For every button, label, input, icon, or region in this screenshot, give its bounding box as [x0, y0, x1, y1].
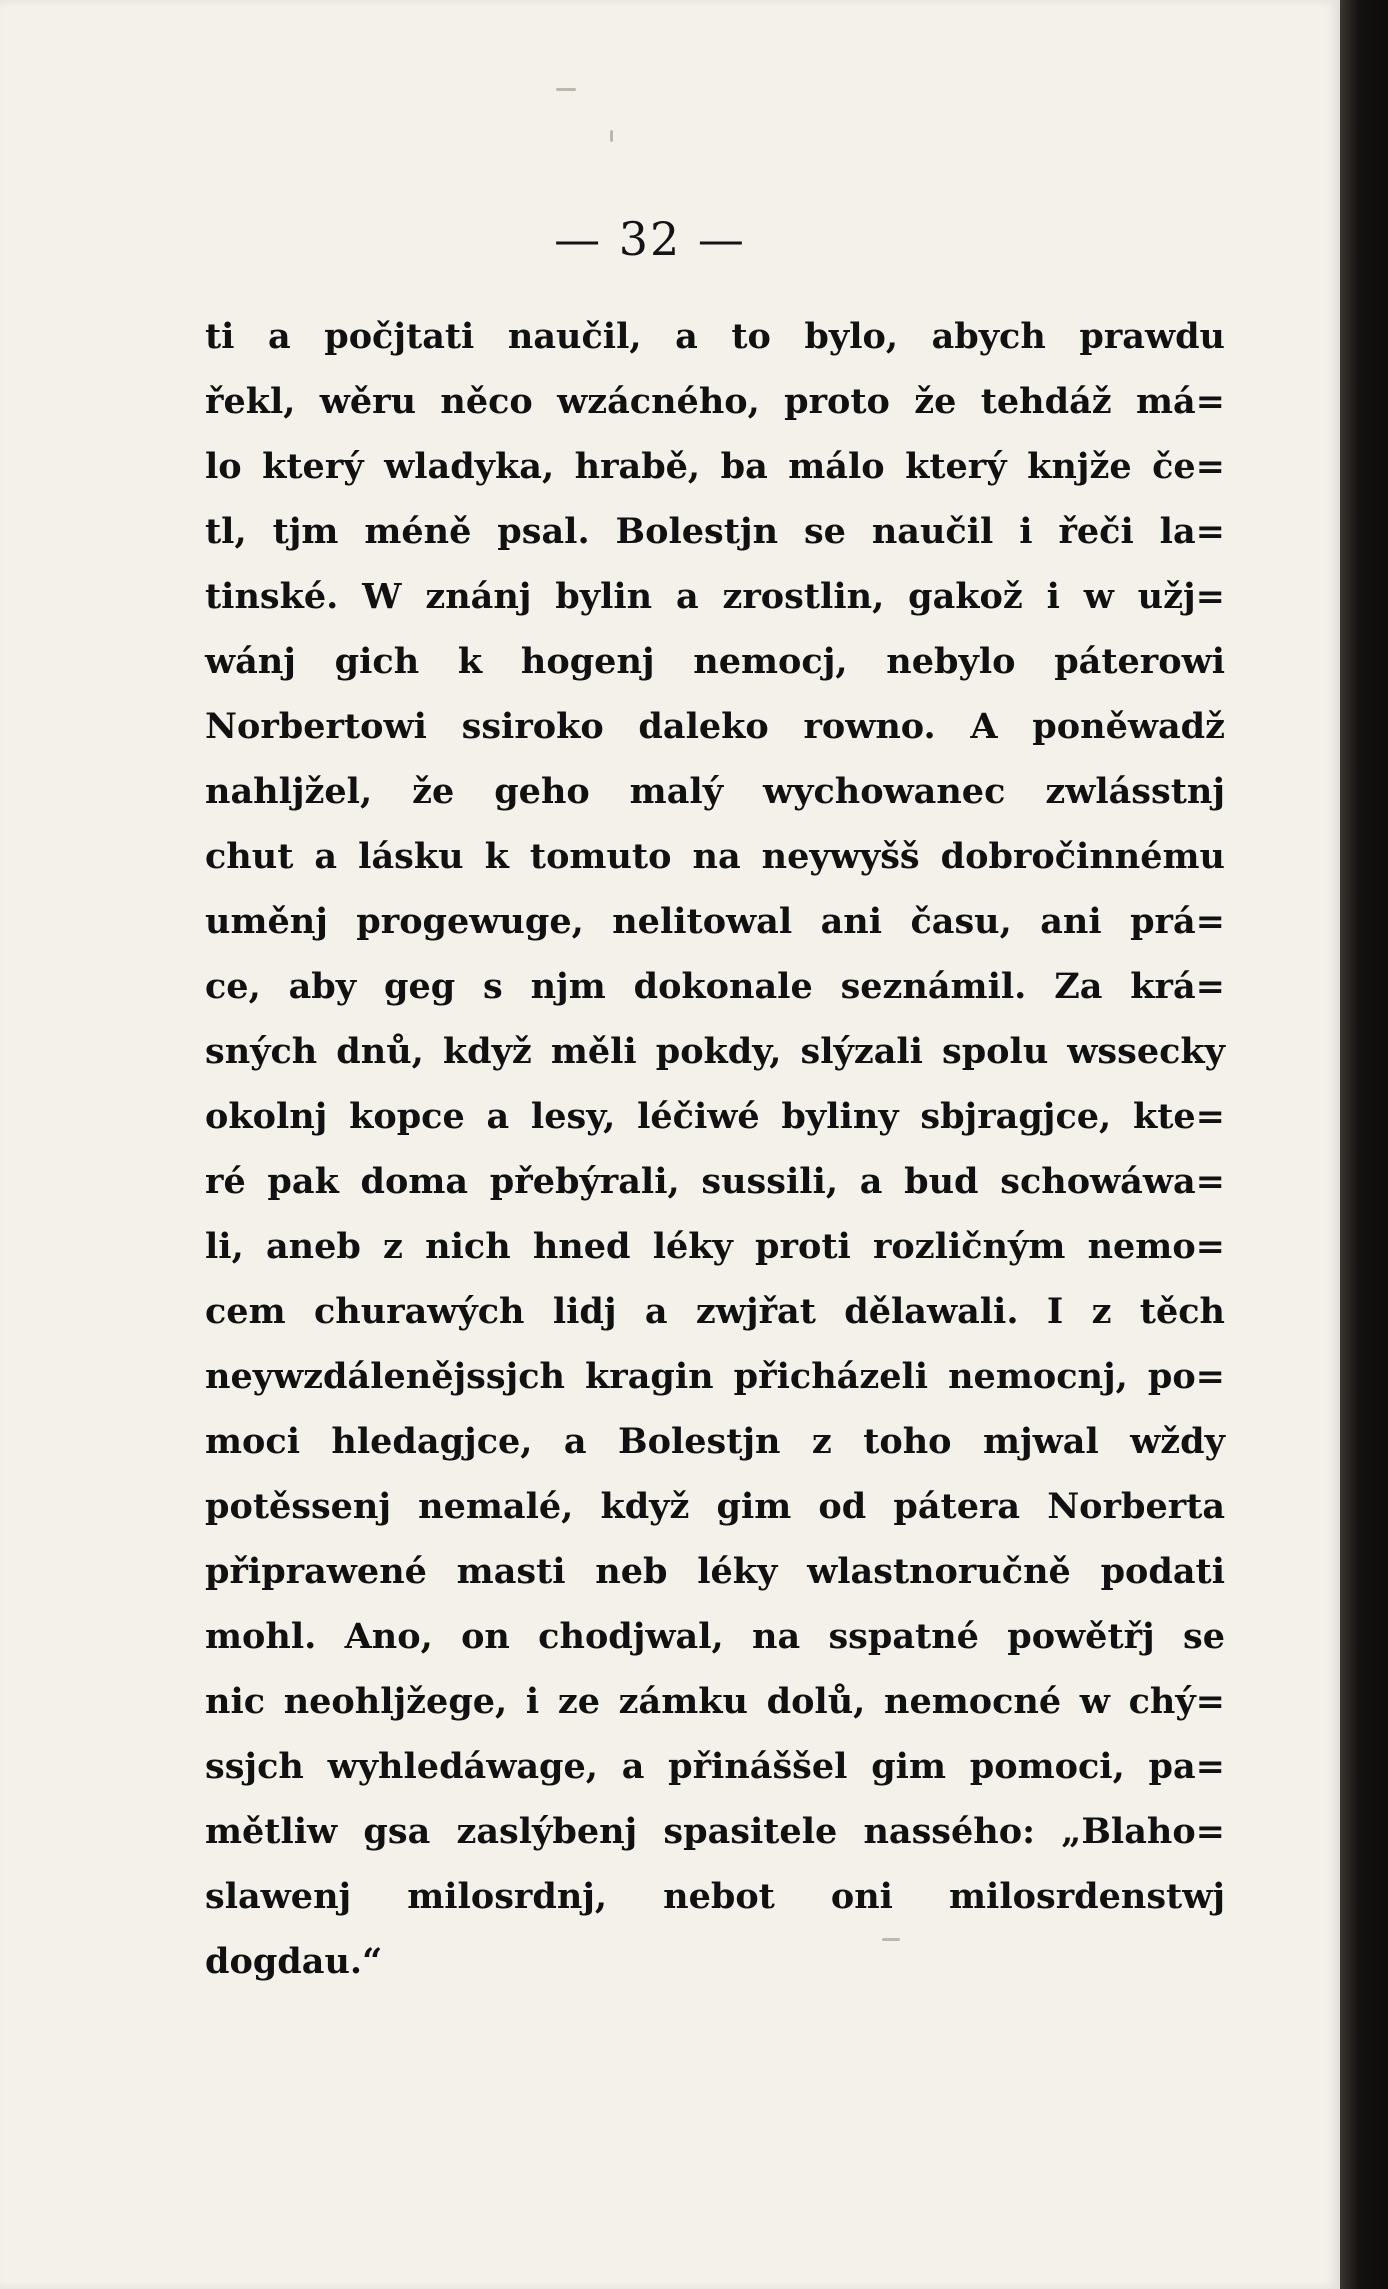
body-text — [205, 304, 1225, 1994]
text-line: neywzdálenějssjch kragin přicházeli nemocnj, po= — [205, 1356, 1225, 1397]
text-line: připrawené masti neb léky wlastnoručně podati — [205, 1551, 1225, 1592]
print-speck — [610, 130, 613, 142]
text-line: slawenj milosrdnj, nebot oni milosrdenstwj — [205, 1876, 1225, 1917]
text-line: li, aneb z nich hned léky proti rozličným nemo= — [205, 1226, 1225, 1267]
text-line: lo který wladyka, hrabě, ba málo který knjže če= — [205, 446, 1225, 487]
page-number: — 32 — — [554, 212, 746, 266]
text-line: ré pak doma přebýrali, sussili, a bud schowáwa= — [205, 1161, 1225, 1202]
text-line: dogdau.“ — [205, 1941, 383, 1982]
text-line: nic neohljžege, i ze zámku dolů, nemocné w chý= — [205, 1681, 1225, 1722]
text-line: tinské. W znánj bylin a zrostlin, gakož i w užj= — [205, 576, 1225, 617]
book-gutter — [1340, 0, 1388, 2289]
text-line: nahljžel, že geho malý wychowanec zwlásstnj — [205, 771, 1225, 812]
text-line: cem churawých lidj a zwjřat dělawali. I z těch — [205, 1291, 1225, 1332]
text-line: wánj gich k hogenj nemocj, nebylo páterowi — [205, 641, 1225, 682]
text-line: chut a lásku k tomuto na neywyšš dobročinnému — [205, 836, 1225, 877]
text-line: okolnj kopce a lesy, léčiwé byliny sbjragjce, kte= — [205, 1096, 1225, 1137]
text-line: tl, tjm méně psal. Bolestjn se naučil i řeči la= — [205, 511, 1225, 552]
text-line: moci hledagjce, a Bolestjn z toho mjwal wždy — [205, 1421, 1225, 1462]
text-line: potěssenj nemalé, když gim od pátera Norberta — [205, 1486, 1225, 1527]
text-line: mohl. Ano, on chodjwal, na sspatné powětřj se — [205, 1616, 1225, 1657]
text-line: mětliw gsa zaslýbenj spasitele nassého: „Blaho= — [205, 1811, 1225, 1852]
text-line: ssjch wyhledáwage, a přináššel gim pomoci, pa= — [205, 1746, 1225, 1787]
text-line: uměnj progewuge, nelitowal ani času, ani prá= — [205, 901, 1225, 942]
text-line: Norbertowi ssiroko daleko rowno. A poněwadž — [205, 706, 1225, 747]
text-line: sných dnů, když měli pokdy, slýzali spolu wssecky — [205, 1031, 1225, 1072]
print-speck — [882, 1938, 900, 1941]
print-speck — [556, 88, 576, 91]
text-line: ce, aby geg s njm dokonale seznámil. Za krá= — [205, 966, 1225, 1007]
text-line: řekl, wěru něco wzácného, proto že tehdáž má= — [205, 381, 1225, 422]
text-line: ti a počjtati naučil, a to bylo, abych prawdu — [205, 316, 1225, 357]
